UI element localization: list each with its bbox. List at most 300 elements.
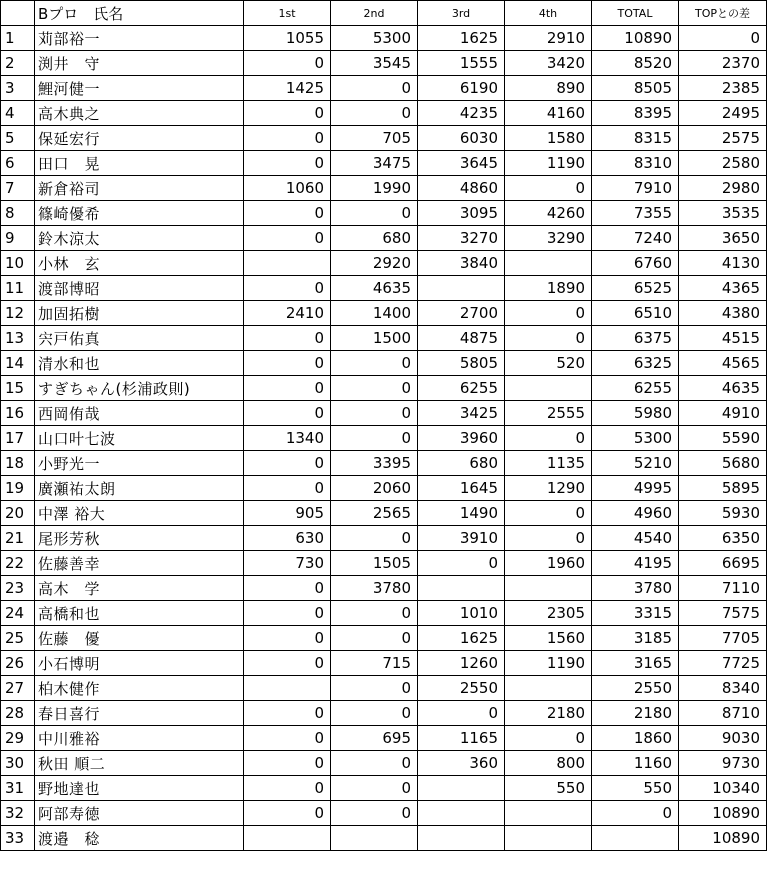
player-name: 新倉裕司 [35, 176, 244, 201]
score-top-diff: 3535 [679, 201, 767, 226]
score-top-diff: 0 [679, 26, 767, 51]
score-total: 4960 [592, 501, 679, 526]
score-total: 8395 [592, 101, 679, 126]
score-top-diff: 6350 [679, 526, 767, 551]
score-1st: 0 [244, 151, 331, 176]
row-number: 18 [1, 451, 35, 476]
row-number: 4 [1, 101, 35, 126]
row-number: 11 [1, 276, 35, 301]
score-4th: 2180 [505, 701, 592, 726]
score-total: 3780 [592, 576, 679, 601]
score-2nd: 3395 [331, 451, 418, 476]
row-number: 29 [1, 726, 35, 751]
score-1st [244, 251, 331, 276]
score-top-diff: 10890 [679, 826, 767, 851]
score-top-diff: 3650 [679, 226, 767, 251]
row-number: 20 [1, 501, 35, 526]
score-total: 3185 [592, 626, 679, 651]
score-1st [244, 676, 331, 701]
player-name: 春日喜行 [35, 701, 244, 726]
score-3rd: 6255 [418, 376, 505, 401]
score-top-diff: 2495 [679, 101, 767, 126]
player-name: 廣瀬祐太朗 [35, 476, 244, 501]
player-name: 高木典之 [35, 101, 244, 126]
score-1st: 0 [244, 351, 331, 376]
score-total: 4540 [592, 526, 679, 551]
table-row [1, 26, 767, 51]
score-4th: 0 [505, 426, 592, 451]
player-name: 鯉河健一 [35, 76, 244, 101]
player-name: 野地達也 [35, 776, 244, 801]
table-row [1, 601, 767, 626]
row-number: 27 [1, 676, 35, 701]
score-total: 550 [592, 776, 679, 801]
score-1st: 730 [244, 551, 331, 576]
score-top-diff: 5590 [679, 426, 767, 451]
score-3rd: 1165 [418, 726, 505, 751]
score-3rd [418, 776, 505, 801]
score-2nd: 3780 [331, 576, 418, 601]
score-3rd: 1260 [418, 651, 505, 676]
score-3rd: 1010 [418, 601, 505, 626]
score-2nd: 0 [331, 376, 418, 401]
score-top-diff: 2980 [679, 176, 767, 201]
table-row [1, 376, 767, 401]
score-4th: 0 [505, 726, 592, 751]
row-number: 25 [1, 626, 35, 651]
score-top-diff: 6695 [679, 551, 767, 576]
score-2nd [331, 826, 418, 851]
score-3rd: 1625 [418, 26, 505, 51]
score-3rd: 5805 [418, 351, 505, 376]
score-2nd: 0 [331, 351, 418, 376]
row-number: 2 [1, 51, 35, 76]
score-2nd: 1400 [331, 301, 418, 326]
score-4th [505, 826, 592, 851]
score-total: 6760 [592, 251, 679, 276]
score-3rd: 4235 [418, 101, 505, 126]
score-4th: 890 [505, 76, 592, 101]
score-4th: 1190 [505, 651, 592, 676]
score-1st: 0 [244, 401, 331, 426]
score-2nd: 680 [331, 226, 418, 251]
score-top-diff: 7575 [679, 601, 767, 626]
score-3rd: 6030 [418, 126, 505, 151]
row-number: 1 [1, 26, 35, 51]
table-row [1, 426, 767, 451]
score-1st: 0 [244, 776, 331, 801]
table-row [1, 176, 767, 201]
header-top-diff: TOPとの差 [679, 1, 767, 26]
table-row [1, 226, 767, 251]
score-2nd: 0 [331, 626, 418, 651]
player-name: 田口 晃 [35, 151, 244, 176]
score-total: 6510 [592, 301, 679, 326]
score-top-diff: 5895 [679, 476, 767, 501]
player-name: 山口叶七波 [35, 426, 244, 451]
table-row [1, 526, 767, 551]
score-top-diff: 4565 [679, 351, 767, 376]
player-name: 篠崎優希 [35, 201, 244, 226]
score-2nd: 0 [331, 676, 418, 701]
table-row [1, 476, 767, 501]
table-row [1, 801, 767, 826]
row-number: 6 [1, 151, 35, 176]
score-4th: 3420 [505, 51, 592, 76]
score-4th: 4260 [505, 201, 592, 226]
score-total [592, 826, 679, 851]
score-total: 4195 [592, 551, 679, 576]
table-row [1, 276, 767, 301]
table-row [1, 101, 767, 126]
score-4th: 1190 [505, 151, 592, 176]
player-name: 尾形芳秋 [35, 526, 244, 551]
score-4th: 520 [505, 351, 592, 376]
score-total: 2550 [592, 676, 679, 701]
score-4th: 1560 [505, 626, 592, 651]
score-4th: 1290 [505, 476, 592, 501]
score-total: 1160 [592, 751, 679, 776]
score-4th [505, 576, 592, 601]
score-top-diff: 8340 [679, 676, 767, 701]
score-3rd: 3270 [418, 226, 505, 251]
score-3rd [418, 576, 505, 601]
score-total: 2180 [592, 701, 679, 726]
row-number: 19 [1, 476, 35, 501]
player-name: 中澤 裕大 [35, 501, 244, 526]
score-2nd: 0 [331, 701, 418, 726]
score-1st: 0 [244, 126, 331, 151]
score-total: 5980 [592, 401, 679, 426]
score-1st: 0 [244, 801, 331, 826]
score-2nd: 695 [331, 726, 418, 751]
score-total: 6255 [592, 376, 679, 401]
player-name: 西岡侑哉 [35, 401, 244, 426]
table-row [1, 726, 767, 751]
score-total: 6375 [592, 326, 679, 351]
score-total: 6525 [592, 276, 679, 301]
score-top-diff: 4910 [679, 401, 767, 426]
score-top-diff: 5680 [679, 451, 767, 476]
score-3rd: 680 [418, 451, 505, 476]
row-number: 17 [1, 426, 35, 451]
score-top-diff: 8710 [679, 701, 767, 726]
score-1st: 0 [244, 326, 331, 351]
player-name: 阿部寿徳 [35, 801, 244, 826]
score-4th: 0 [505, 176, 592, 201]
table-row [1, 351, 767, 376]
table-row [1, 76, 767, 101]
header-3rd: 3rd [418, 1, 505, 26]
player-name: 保延宏行 [35, 126, 244, 151]
score-2nd: 1505 [331, 551, 418, 576]
score-1st: 905 [244, 501, 331, 526]
score-4th: 0 [505, 326, 592, 351]
score-2nd: 1990 [331, 176, 418, 201]
score-total: 6325 [592, 351, 679, 376]
score-total: 7355 [592, 201, 679, 226]
table-row [1, 301, 767, 326]
score-total: 3315 [592, 601, 679, 626]
score-total: 8310 [592, 151, 679, 176]
table-row [1, 151, 767, 176]
table-row [1, 551, 767, 576]
score-3rd: 3840 [418, 251, 505, 276]
header-row [1, 1, 767, 26]
table-row [1, 776, 767, 801]
player-name: 小石博明 [35, 651, 244, 676]
table-row [1, 826, 767, 851]
score-1st: 0 [244, 751, 331, 776]
score-1st [244, 826, 331, 851]
score-1st: 1060 [244, 176, 331, 201]
score-1st: 0 [244, 601, 331, 626]
row-number: 8 [1, 201, 35, 226]
score-total: 5300 [592, 426, 679, 451]
score-3rd: 6190 [418, 76, 505, 101]
score-1st: 0 [244, 626, 331, 651]
score-total: 4995 [592, 476, 679, 501]
score-total: 10890 [592, 26, 679, 51]
row-number: 13 [1, 326, 35, 351]
score-top-diff: 2370 [679, 51, 767, 76]
score-2nd: 3475 [331, 151, 418, 176]
score-2nd: 0 [331, 601, 418, 626]
score-top-diff: 10890 [679, 801, 767, 826]
score-2nd: 2565 [331, 501, 418, 526]
score-3rd: 4860 [418, 176, 505, 201]
score-1st: 1425 [244, 76, 331, 101]
score-4th [505, 801, 592, 826]
score-4th [505, 676, 592, 701]
score-1st: 0 [244, 651, 331, 676]
player-name: 苅部裕一 [35, 26, 244, 51]
score-top-diff: 7725 [679, 651, 767, 676]
header-4th: 4th [505, 1, 592, 26]
score-1st: 0 [244, 451, 331, 476]
score-total: 1860 [592, 726, 679, 751]
table-row [1, 401, 767, 426]
table-row [1, 126, 767, 151]
score-3rd: 3910 [418, 526, 505, 551]
score-3rd [418, 276, 505, 301]
player-name: 高橋和也 [35, 601, 244, 626]
player-name: 加固拓樹 [35, 301, 244, 326]
score-3rd: 2700 [418, 301, 505, 326]
score-1st: 1055 [244, 26, 331, 51]
header-2nd: 2nd [331, 1, 418, 26]
score-total: 7910 [592, 176, 679, 201]
score-2nd: 0 [331, 201, 418, 226]
score-top-diff: 4380 [679, 301, 767, 326]
table-row [1, 326, 767, 351]
table-row [1, 51, 767, 76]
score-1st: 0 [244, 476, 331, 501]
score-2nd: 4635 [331, 276, 418, 301]
row-number: 23 [1, 576, 35, 601]
score-3rd: 3095 [418, 201, 505, 226]
score-2nd: 0 [331, 801, 418, 826]
player-name: 宍戸佑真 [35, 326, 244, 351]
player-name: 小林 玄 [35, 251, 244, 276]
player-name: 清水和也 [35, 351, 244, 376]
score-top-diff: 4130 [679, 251, 767, 276]
table-row [1, 451, 767, 476]
player-name: 渡部博昭 [35, 276, 244, 301]
score-2nd: 0 [331, 751, 418, 776]
row-number: 15 [1, 376, 35, 401]
score-3rd: 2550 [418, 676, 505, 701]
score-4th: 0 [505, 501, 592, 526]
table-row [1, 626, 767, 651]
table-row [1, 251, 767, 276]
score-2nd: 0 [331, 426, 418, 451]
score-top-diff: 9730 [679, 751, 767, 776]
score-2nd: 5300 [331, 26, 418, 51]
table-row [1, 201, 767, 226]
score-1st: 0 [244, 101, 331, 126]
score-3rd: 3645 [418, 151, 505, 176]
table-row [1, 701, 767, 726]
player-name: 小野光一 [35, 451, 244, 476]
table-row [1, 576, 767, 601]
score-1st: 1340 [244, 426, 331, 451]
score-1st: 0 [244, 376, 331, 401]
score-2nd: 0 [331, 526, 418, 551]
score-total: 0 [592, 801, 679, 826]
player-name: すぎちゃん(杉浦政則) [35, 376, 244, 401]
score-total: 8315 [592, 126, 679, 151]
header-1st: 1st [244, 1, 331, 26]
score-2nd: 2060 [331, 476, 418, 501]
score-total: 5210 [592, 451, 679, 476]
header-index [1, 1, 35, 26]
row-number: 16 [1, 401, 35, 426]
score-4th: 2555 [505, 401, 592, 426]
row-number: 12 [1, 301, 35, 326]
score-1st: 0 [244, 701, 331, 726]
table-row [1, 501, 767, 526]
score-top-diff: 2575 [679, 126, 767, 151]
table-body [1, 26, 767, 851]
row-number: 26 [1, 651, 35, 676]
score-top-diff: 7110 [679, 576, 767, 601]
row-number: 21 [1, 526, 35, 551]
row-number: 9 [1, 226, 35, 251]
score-4th: 800 [505, 751, 592, 776]
score-3rd [418, 826, 505, 851]
score-top-diff: 4515 [679, 326, 767, 351]
score-4th: 4160 [505, 101, 592, 126]
score-4th: 2305 [505, 601, 592, 626]
row-number: 28 [1, 701, 35, 726]
score-top-diff: 4635 [679, 376, 767, 401]
score-1st: 0 [244, 276, 331, 301]
row-number: 3 [1, 76, 35, 101]
score-4th [505, 251, 592, 276]
row-number: 14 [1, 351, 35, 376]
score-3rd: 1625 [418, 626, 505, 651]
table-row [1, 676, 767, 701]
score-4th [505, 376, 592, 401]
score-3rd: 1555 [418, 51, 505, 76]
score-3rd: 1645 [418, 476, 505, 501]
score-top-diff: 2385 [679, 76, 767, 101]
score-2nd: 0 [331, 401, 418, 426]
header-total: TOTAL [592, 1, 679, 26]
score-2nd: 2920 [331, 251, 418, 276]
score-3rd: 0 [418, 701, 505, 726]
score-1st: 2410 [244, 301, 331, 326]
player-name: 渡邉 稔 [35, 826, 244, 851]
score-2nd: 0 [331, 101, 418, 126]
score-2nd: 715 [331, 651, 418, 676]
score-2nd: 1500 [331, 326, 418, 351]
row-number: 22 [1, 551, 35, 576]
score-4th: 1960 [505, 551, 592, 576]
score-total: 8520 [592, 51, 679, 76]
score-2nd: 0 [331, 776, 418, 801]
score-4th: 0 [505, 301, 592, 326]
player-name: 中川雅裕 [35, 726, 244, 751]
player-name: 高木 学 [35, 576, 244, 601]
score-3rd: 3960 [418, 426, 505, 451]
row-number: 24 [1, 601, 35, 626]
score-1st: 0 [244, 51, 331, 76]
score-3rd: 0 [418, 551, 505, 576]
score-2nd: 705 [331, 126, 418, 151]
player-name: 渕井 守 [35, 51, 244, 76]
player-name: 佐藤善幸 [35, 551, 244, 576]
score-total: 8505 [592, 76, 679, 101]
score-2nd: 3545 [331, 51, 418, 76]
score-1st: 630 [244, 526, 331, 551]
row-number: 32 [1, 801, 35, 826]
score-4th: 3290 [505, 226, 592, 251]
score-top-diff: 4365 [679, 276, 767, 301]
row-number: 7 [1, 176, 35, 201]
score-1st: 0 [244, 201, 331, 226]
score-3rd: 3425 [418, 401, 505, 426]
score-4th: 1135 [505, 451, 592, 476]
score-top-diff: 9030 [679, 726, 767, 751]
score-4th: 2910 [505, 26, 592, 51]
score-3rd: 1490 [418, 501, 505, 526]
score-4th: 1890 [505, 276, 592, 301]
score-top-diff: 7705 [679, 626, 767, 651]
score-1st: 0 [244, 726, 331, 751]
score-total: 3165 [592, 651, 679, 676]
player-name: 柏木健作 [35, 676, 244, 701]
score-total: 7240 [592, 226, 679, 251]
score-4th: 550 [505, 776, 592, 801]
header-name: Bプロ 氏名 [35, 1, 244, 26]
table-row [1, 751, 767, 776]
score-3rd: 360 [418, 751, 505, 776]
score-4th: 0 [505, 526, 592, 551]
score-4th: 1580 [505, 126, 592, 151]
score-2nd: 0 [331, 76, 418, 101]
player-name: 佐藤 優 [35, 626, 244, 651]
score-1st: 0 [244, 576, 331, 601]
player-name: 鈴木涼太 [35, 226, 244, 251]
row-number: 31 [1, 776, 35, 801]
score-top-diff: 10340 [679, 776, 767, 801]
row-number: 30 [1, 751, 35, 776]
row-number: 33 [1, 826, 35, 851]
table-row [1, 651, 767, 676]
score-3rd: 4875 [418, 326, 505, 351]
